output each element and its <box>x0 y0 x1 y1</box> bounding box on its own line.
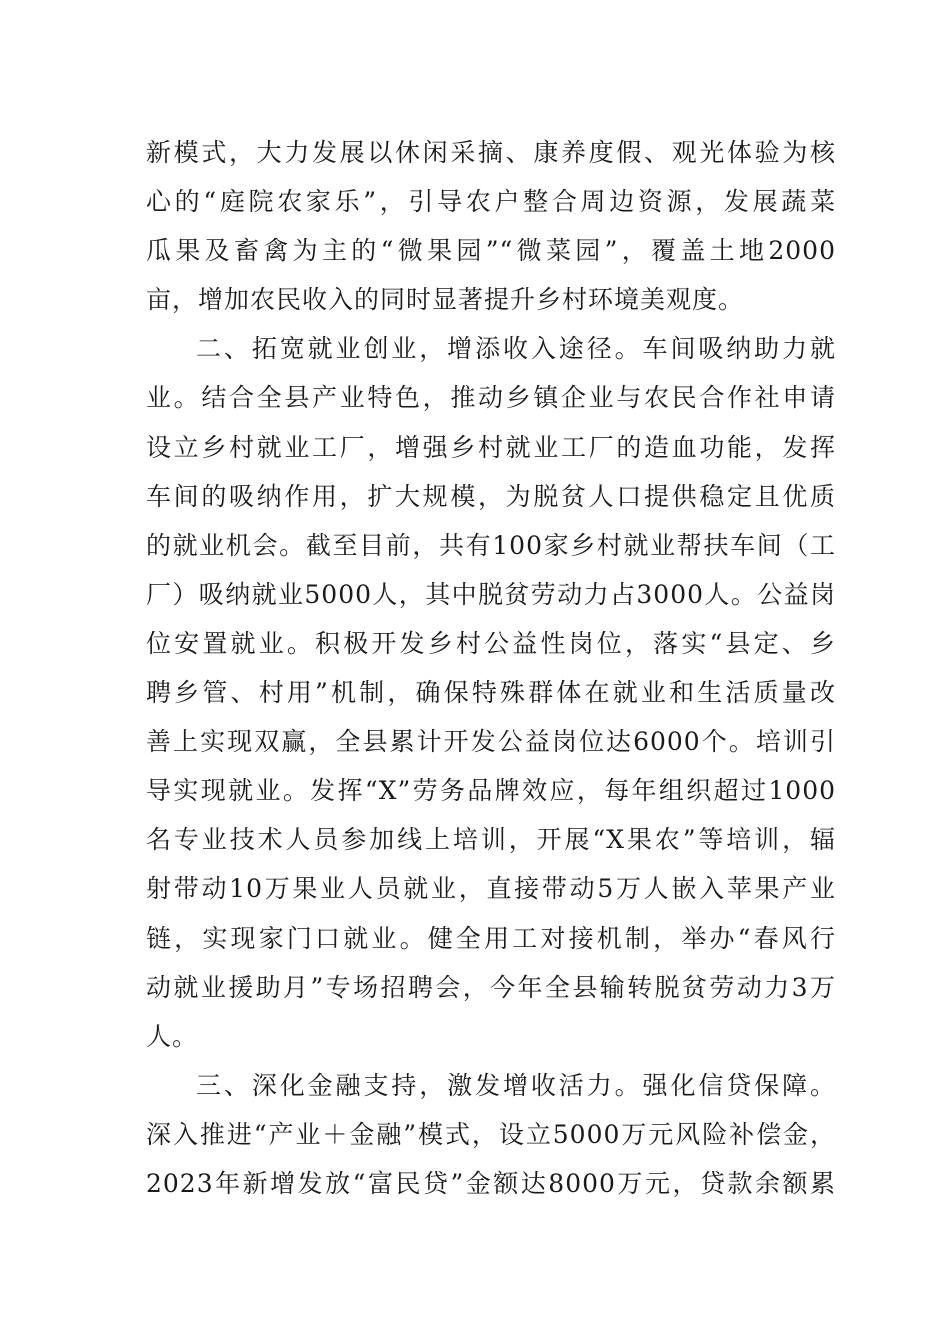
text-line: 人。 <box>146 1021 199 1051</box>
text-line: 2023年新增发放“富民贷”金额达8000万元，贷款余额累 <box>146 1168 836 1198</box>
text-line: 新模式，大力发展以休闲采摘、康养度假、观光体验为核 <box>146 138 836 167</box>
text-line: 动就业援助月”专场招聘会，今年全县输转脱贫劳动力3万 <box>146 972 836 1002</box>
text-line: 导实现就业。发挥“X”劳务品牌效应，每年组织超过1000 <box>146 776 836 806</box>
text-line: 位安置就业。积极开发乡村公益性岗位，落实“县定、乡 <box>146 628 836 658</box>
text-line: 瓜果及畜禽为主的“微果园”“微菜园”，覆盖土地2000 <box>146 236 836 266</box>
text-line: 深入推进“产业＋金融”模式，设立5000万元风险补偿金， <box>146 1119 836 1149</box>
section-heading-line: 三、深化金融支持，激发增收活力。强化信贷保障。 <box>196 1070 836 1100</box>
text-line: 业。结合全县产业特色，推动乡镇企业与农民合作社申请 <box>146 383 836 413</box>
text-line: 聘乡管、村用”机制，确保特殊群体在就业和生活质量改 <box>146 678 836 708</box>
text-line: 心的“庭院农家乐”，引导农户整合周边资源，发展蔬菜 <box>146 187 836 217</box>
text-line: 链，实现家门口就业。健全用工对接机制，举办“春风行 <box>146 923 836 953</box>
text-line: 车间的吸纳作用，扩大规模，为脱贫人口提供稳定且优质 <box>146 481 836 511</box>
text-line: 设立乡村就业工厂，增强乡村就业工厂的造血功能，发挥 <box>146 432 836 462</box>
text-line: 名专业技术人员参加线上培训，开展“X果农”等培训，辐 <box>146 825 836 855</box>
text-line: 的就业机会。截至目前，共有100家乡村就业帮扶车间（工 <box>146 530 836 560</box>
text-line: 厂）吸纳就业5000人，其中脱贫劳动力占3000人。公益岗 <box>146 579 836 609</box>
body-text <box>146 128 836 1208</box>
text-line: 亩，增加农民收入的同时显著提升乡村环境美观度。 <box>146 285 745 315</box>
text-line: 善上实现双赢，全县累计开发公益岗位达6000个。培训引 <box>146 727 836 757</box>
section-heading-line: 二、拓宽就业创业，增添收入途径。车间吸纳助力就 <box>196 334 836 364</box>
text-line: 射带动10万果业人员就业，直接带动5万人嵌入苹果产业 <box>146 874 836 904</box>
